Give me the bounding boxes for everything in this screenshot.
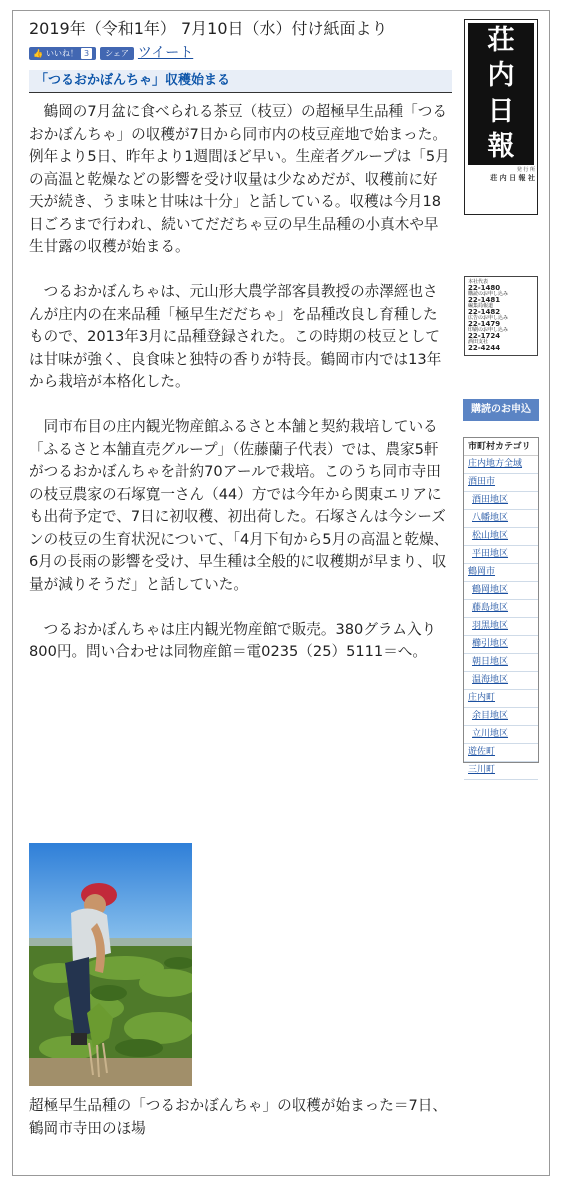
contact-box (464, 276, 538, 356)
photo-caption: 超極早生品種の「つるおかぼんちゃ」の収穫が始まった＝7日、鶴岡市寺田のほ場 (29, 1097, 447, 1137)
paragraph: 同市布目の庄内観光物産館ふるさと本舗と契約栽培している「ふるさと本舗直売グループ」（佐藤蘭子代表）では、農家5軒がつるおかぼんちゃを計約70アールで栽培。このうち同市寺田の枝豆農家の石塚寛一さん（44）方では今年から関東エリアにも出荷予定で、7日に初収穫、初出荷した。石塚さんは今シーズンの枝豆の生育状況について、「4月下旬から5月の高温と乾燥、6月の長雨の影響を受け、早生種は全般的に収穫期が早まり、収量が減りそうだ」と話していた。 (29, 418, 449, 593)
article (29, 18, 452, 686)
category-link[interactable]: 酒田市 (464, 474, 538, 492)
masthead-char: 内 (487, 60, 515, 92)
contact-label: 本社代表 (468, 279, 489, 285)
subscribe-button[interactable]: 購読のお申込 (463, 399, 539, 421)
masthead-logo (468, 23, 534, 165)
like-count: 3 (81, 48, 92, 59)
category-link[interactable]: 遊佐町 (464, 744, 538, 762)
tweet-link[interactable]: ツイート (137, 45, 194, 61)
category-link[interactable]: 八幡地区 (464, 510, 538, 528)
social-bar (29, 45, 452, 61)
category-link[interactable]: 鶴岡地区 (464, 582, 538, 600)
article-date: 2019年（令和1年） 7月10日（水）付け紙面より (29, 19, 388, 38)
contact-label: 酒田支社 (468, 339, 489, 345)
contact-label: 印刷のお申し込み (468, 327, 509, 333)
publisher-name: 荘 内 日 報 社 (490, 173, 535, 182)
category-title: 市町村カテゴリ (464, 438, 538, 456)
contact-number: 22-1480 (468, 284, 501, 292)
publisher-label: 発 行 所 (516, 167, 535, 173)
category-link[interactable]: 鶴岡市 (464, 564, 538, 582)
article-photo (29, 843, 192, 1086)
category-link[interactable]: 藤島地区 (464, 600, 538, 618)
contact-number: 22-4244 (468, 344, 501, 352)
paragraph: つるおかぼんちゃは庄内観光物産館で販売。380グラム入り800円。問い合わせは同物産館＝電0235（25）5111＝へ。 (29, 620, 437, 660)
article-headline: 「つるおかぼんちゃ」収穫始まる (29, 70, 452, 93)
contact-label: 購読のお申し込み (468, 291, 509, 297)
category-link[interactable]: 平田地区 (464, 546, 538, 564)
contact-label: 広告のお申し込み (468, 315, 509, 321)
category-link[interactable]: 庄内地方全域 (464, 456, 538, 474)
contact-number: 22-1481 (468, 296, 501, 304)
category-menu (463, 437, 539, 775)
article-body (29, 101, 452, 664)
like-label: いいね！ (45, 48, 78, 58)
masthead-char: 荘 (487, 24, 515, 56)
newspaper-masthead[interactable] (464, 19, 538, 215)
category-link[interactable]: 朝日地区 (464, 654, 538, 672)
like-button[interactable] (29, 47, 96, 60)
category-link[interactable]: 立川地区 (464, 726, 538, 744)
category-link[interactable]: 庄内町 (464, 690, 538, 708)
category-link[interactable]: 櫛引地区 (464, 636, 538, 654)
paragraph: つるおかぼんちゃは、元山形大農学部客員教授の赤澤經也さんが庄内の在来品種「極早生だだちゃ」を品種改良し育種したもので、2013年3月に品種登録された。この時期の枝豆としては甘味が強く、良食味と独特の香りが特長。鶴岡市内では13年から栽培が本格化した。 (29, 283, 442, 390)
contact-number: 22-1479 (468, 320, 501, 328)
share-button[interactable]: シェア (100, 47, 134, 60)
contact-label: 編集局報道 (468, 303, 494, 309)
contact-number: 22-1482 (468, 308, 501, 316)
category-link[interactable]: 羽黒地区 (464, 618, 538, 636)
masthead-char: 日 (487, 95, 515, 127)
category-link[interactable]: 酒田地区 (464, 492, 538, 510)
category-link[interactable]: 余目地区 (464, 708, 538, 726)
thumbs-up-icon: 👍 (33, 48, 43, 58)
masthead-char: 報 (487, 131, 515, 163)
masthead-publisher (469, 167, 535, 183)
paragraph: 鶴岡の7月盆に食べられる茶豆（枝豆）の超極早生品種「つるおかぼんちゃ」の収穫が7日から同市内の枝豆産地で始まった。例年より5日、昨年より1週間ほど早い。生産者グループは「5月の高温と乾燥などの影響を受け収量は少なめだが、収穫前に好天が続き、うま味と甘味は十分」と話している。収穫は今月18日ごろまで行われ、続いてだだちゃ豆の早生品種の小真木や早生甘露の収穫が始まる。 (29, 103, 450, 255)
category-link[interactable]: 温海地区 (464, 672, 538, 690)
category-link[interactable]: 松山地区 (464, 528, 538, 546)
contact-number: 22-1724 (468, 332, 501, 340)
category-list (464, 456, 538, 780)
category-link[interactable]: 三川町 (464, 762, 538, 780)
